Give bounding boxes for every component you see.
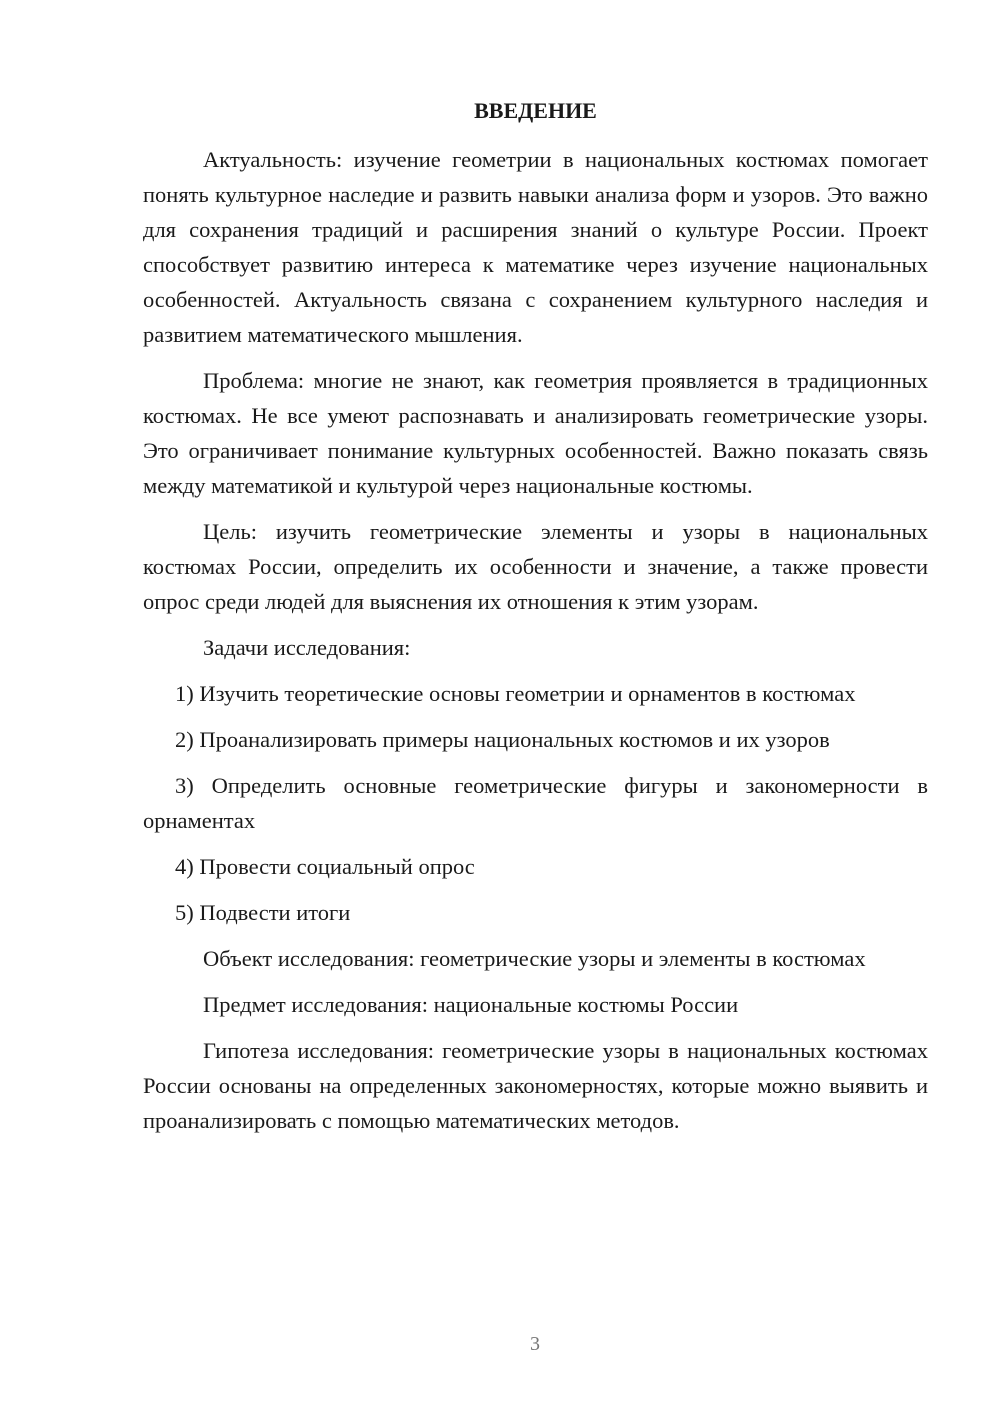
task-item-4: 4) Провести социальный опрос [175,854,475,879]
tasks-heading: Задачи исследования: [203,635,411,660]
goal-paragraph: Цель: изучить геометрические элементы и узоры в национальных костюмах России, определить их особенности и значение, а также провести опрос среди людей для выяснения их отношения к этим узорам. [143,519,928,614]
problem-paragraph: Проблема: многие не знают, как геометрия проявляется в традиционных костюмах. Не все умеют распознавать и анализировать геометрические узоры. Это ограничивает понимание культурных особенностей. Важно показать связь между математикой и культурой через национальные костюмы. [143,368,928,498]
task-item-1: 1) Изучить теоретические основы геометрии и орнаментов в костюмах [175,681,856,706]
page-content [143,93,928,1149]
page-title: ВВЕДЕНИЕ [474,98,597,123]
relevance-paragraph: Актуальность: изучение геометрии в национальных костюмах помогает понять культурное наследие и развить навыки анализа форм и узоров. Это важно для сохранения традиций и расширения знаний о культуре России. Проект способствует развитию интереса к математике через изучение национальных особенностей. Актуальность связана с сохранением культурного наследия и развитием математического мышления. [143,147,928,347]
hypothesis-paragraph: Гипотеза исследования: геометрические узоры в национальных костюмах России основаны на определенных закономерностях, которые можно выявить и проанализировать с помощью математических методов. [143,1038,928,1133]
tasks-list [143,676,928,930]
task-item-3: 3) Определить основные геометрические фигуры и закономерности в орнаментах [143,773,928,833]
object-paragraph: Объект исследования: геометрические узоры и элементы в костюмах [203,946,866,971]
task-item-5: 5) Подвести итоги [175,900,351,925]
subject-paragraph: Предмет исследования: национальные костюмы России [203,992,739,1017]
page-number: 3 [530,1333,540,1355]
task-item-2: 2) Проанализировать примеры национальных костюмов и их узоров [175,727,830,752]
